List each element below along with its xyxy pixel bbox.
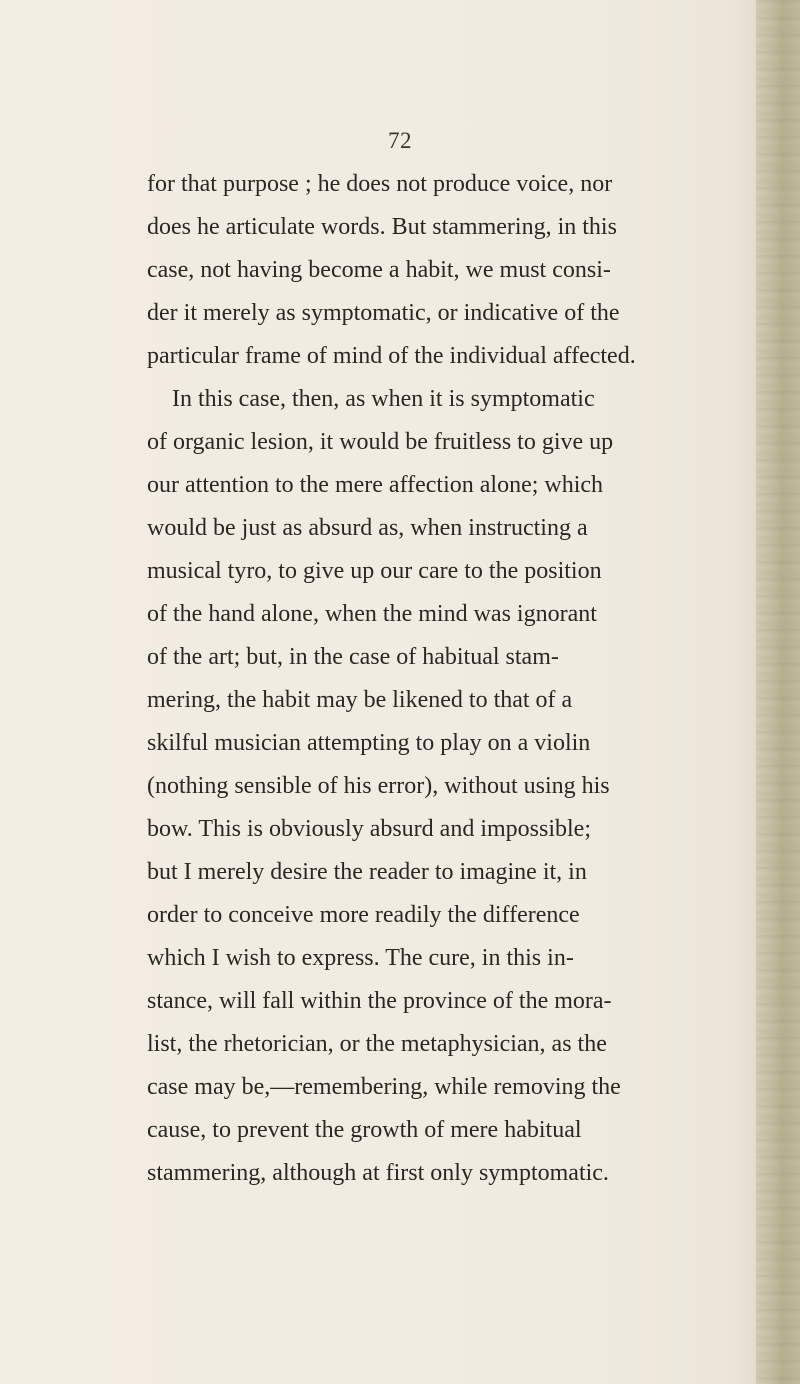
text-line: order to conceive more readily the difference — [147, 902, 580, 928]
text-line: case, not having become a habit, we must consi- — [147, 257, 611, 283]
text-line: but I merely desire the reader to imagine it, in — [147, 859, 587, 885]
text-line: which I wish to express. The cure, in this in- — [147, 945, 574, 971]
text-line: of the hand alone, when the mind was ignorant — [147, 601, 597, 627]
text-line: (nothing sensible of his error), without using his — [147, 773, 610, 799]
text-line: skilful musician attempting to play on a violin — [147, 730, 591, 756]
text-line: case may be,—remembering, while removing the — [147, 1074, 621, 1100]
text-line: of the art; but, in the case of habitual stam- — [147, 644, 559, 670]
text-line: particular frame of mind of the individual affected. — [147, 343, 636, 369]
text-line: of organic lesion, it would be fruitless to give up — [147, 429, 614, 455]
text-line: stance, will fall within the province of the mora- — [147, 988, 612, 1014]
text-line: In this case, then, as when it is symptomatic — [172, 386, 595, 412]
page-number: 72 — [388, 128, 412, 153]
text-line: would be just as absurd as, when instructing a — [147, 515, 588, 541]
text-line: does he articulate words. But stammering, in this — [147, 214, 617, 240]
text-line: list, the rhetorician, or the metaphysician, as the — [147, 1031, 607, 1057]
text-line: our attention to the mere affection alone; which — [147, 472, 604, 498]
text-line: musical tyro, to give up our care to the position — [147, 558, 602, 584]
text-line: stammering, although at first only symptomatic. — [147, 1160, 609, 1186]
text-line: mering, the habit may be likened to that of a — [147, 687, 573, 713]
text-line: for that purpose ; he does not produce voice, nor — [147, 171, 613, 197]
text-line: der it merely as symptomatic, or indicative of the — [147, 300, 620, 326]
text-line: bow. This is obviously absurd and impossible; — [147, 816, 591, 842]
text-line: cause, to prevent the growth of mere habitual — [147, 1117, 582, 1143]
page-edge-shadow — [756, 0, 800, 1384]
